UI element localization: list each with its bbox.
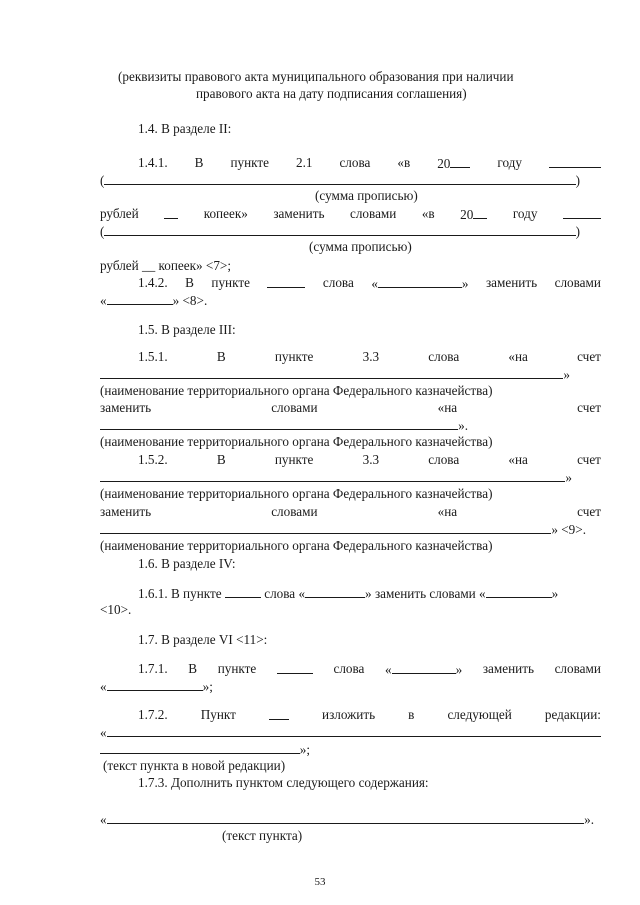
clause-1-7-2: 1.7.2. Пункт изложить в следующей редакции: bbox=[138, 707, 601, 722]
clause-1-6-1-ref: <10>. bbox=[100, 602, 132, 617]
org-line-4: » <9>. bbox=[100, 521, 586, 538]
clause-1-7-1: 1.7.1. В пункте слова « » заменить словами bbox=[138, 661, 601, 677]
header-line-1: (реквизиты правового акта муниципального образования при наличии bbox=[118, 69, 514, 84]
caption-org-1: (наименование территориального органа Федерального казначейства) bbox=[100, 383, 493, 398]
clause-1-4-2-end: « » <8>. bbox=[100, 293, 208, 308]
heading-1-6: 1.6. В разделе IV: bbox=[138, 556, 236, 571]
year-blank bbox=[450, 155, 470, 168]
replace-line-2: заменить словами «на счет bbox=[100, 504, 601, 519]
sum-blank bbox=[549, 155, 601, 168]
sum-line-1: ( ) bbox=[100, 173, 580, 188]
new-text-line-1: « bbox=[100, 724, 601, 741]
rubles-end: рублей __ копеек» <7>; bbox=[100, 258, 232, 273]
rubles-line: рублей копеек» заменить словами «в 20 году bbox=[100, 206, 601, 223]
replace-line-1: заменить словами «на счет bbox=[100, 400, 601, 415]
item-text-line: « ». bbox=[100, 812, 594, 827]
clause-1-6-1: 1.6.1. В пункте слова « » заменить словами « » bbox=[138, 586, 559, 601]
caption-sum-2: (сумма прописью) bbox=[309, 239, 412, 254]
clause-1-4-1: 1.4.1. В пункте 2.1 слова «в 20 году bbox=[138, 155, 601, 172]
heading-1-4: 1.4. В разделе II: bbox=[138, 121, 232, 136]
caption-org-3: (наименование территориального органа Федерального казначейства) bbox=[100, 486, 493, 501]
clause-1-5-2: 1.5.2. В пункте 3.3 слова «на счет bbox=[138, 452, 601, 467]
caption-org-4: (наименование территориального органа Федерального казначейства) bbox=[100, 538, 493, 553]
clause-1-7-1-end: « »; bbox=[100, 679, 213, 694]
org-line-2: ». bbox=[100, 417, 468, 434]
org-line-1: » bbox=[100, 366, 570, 383]
caption-item-text: (текст пункта) bbox=[222, 828, 303, 843]
clause-1-7-3: 1.7.3. Дополнить пунктом следующего содержания: bbox=[138, 775, 429, 790]
caption-org-2: (наименование территориального органа Федерального казначейства) bbox=[100, 434, 493, 449]
new-text-line-2: »; bbox=[100, 741, 310, 758]
heading-1-7: 1.7. В разделе VI <11>: bbox=[138, 632, 268, 647]
clause-1-5-1: 1.5.1. В пункте 3.3 слова «на счет bbox=[138, 349, 601, 364]
caption-sum-1: (сумма прописью) bbox=[315, 188, 418, 203]
heading-1-5: 1.5. В разделе III: bbox=[138, 322, 236, 337]
clause-1-4-2: 1.4.2. В пункте слова « » заменить словами bbox=[138, 275, 601, 291]
org-line-3: » bbox=[100, 469, 572, 486]
page-number: 53 bbox=[314, 876, 326, 888]
sum-line-2: ( ) bbox=[100, 224, 580, 239]
header-line-2: правового акта на дату подписания соглашения) bbox=[196, 86, 467, 101]
caption-new-text: (текст пункта в новой редакции) bbox=[103, 758, 286, 773]
